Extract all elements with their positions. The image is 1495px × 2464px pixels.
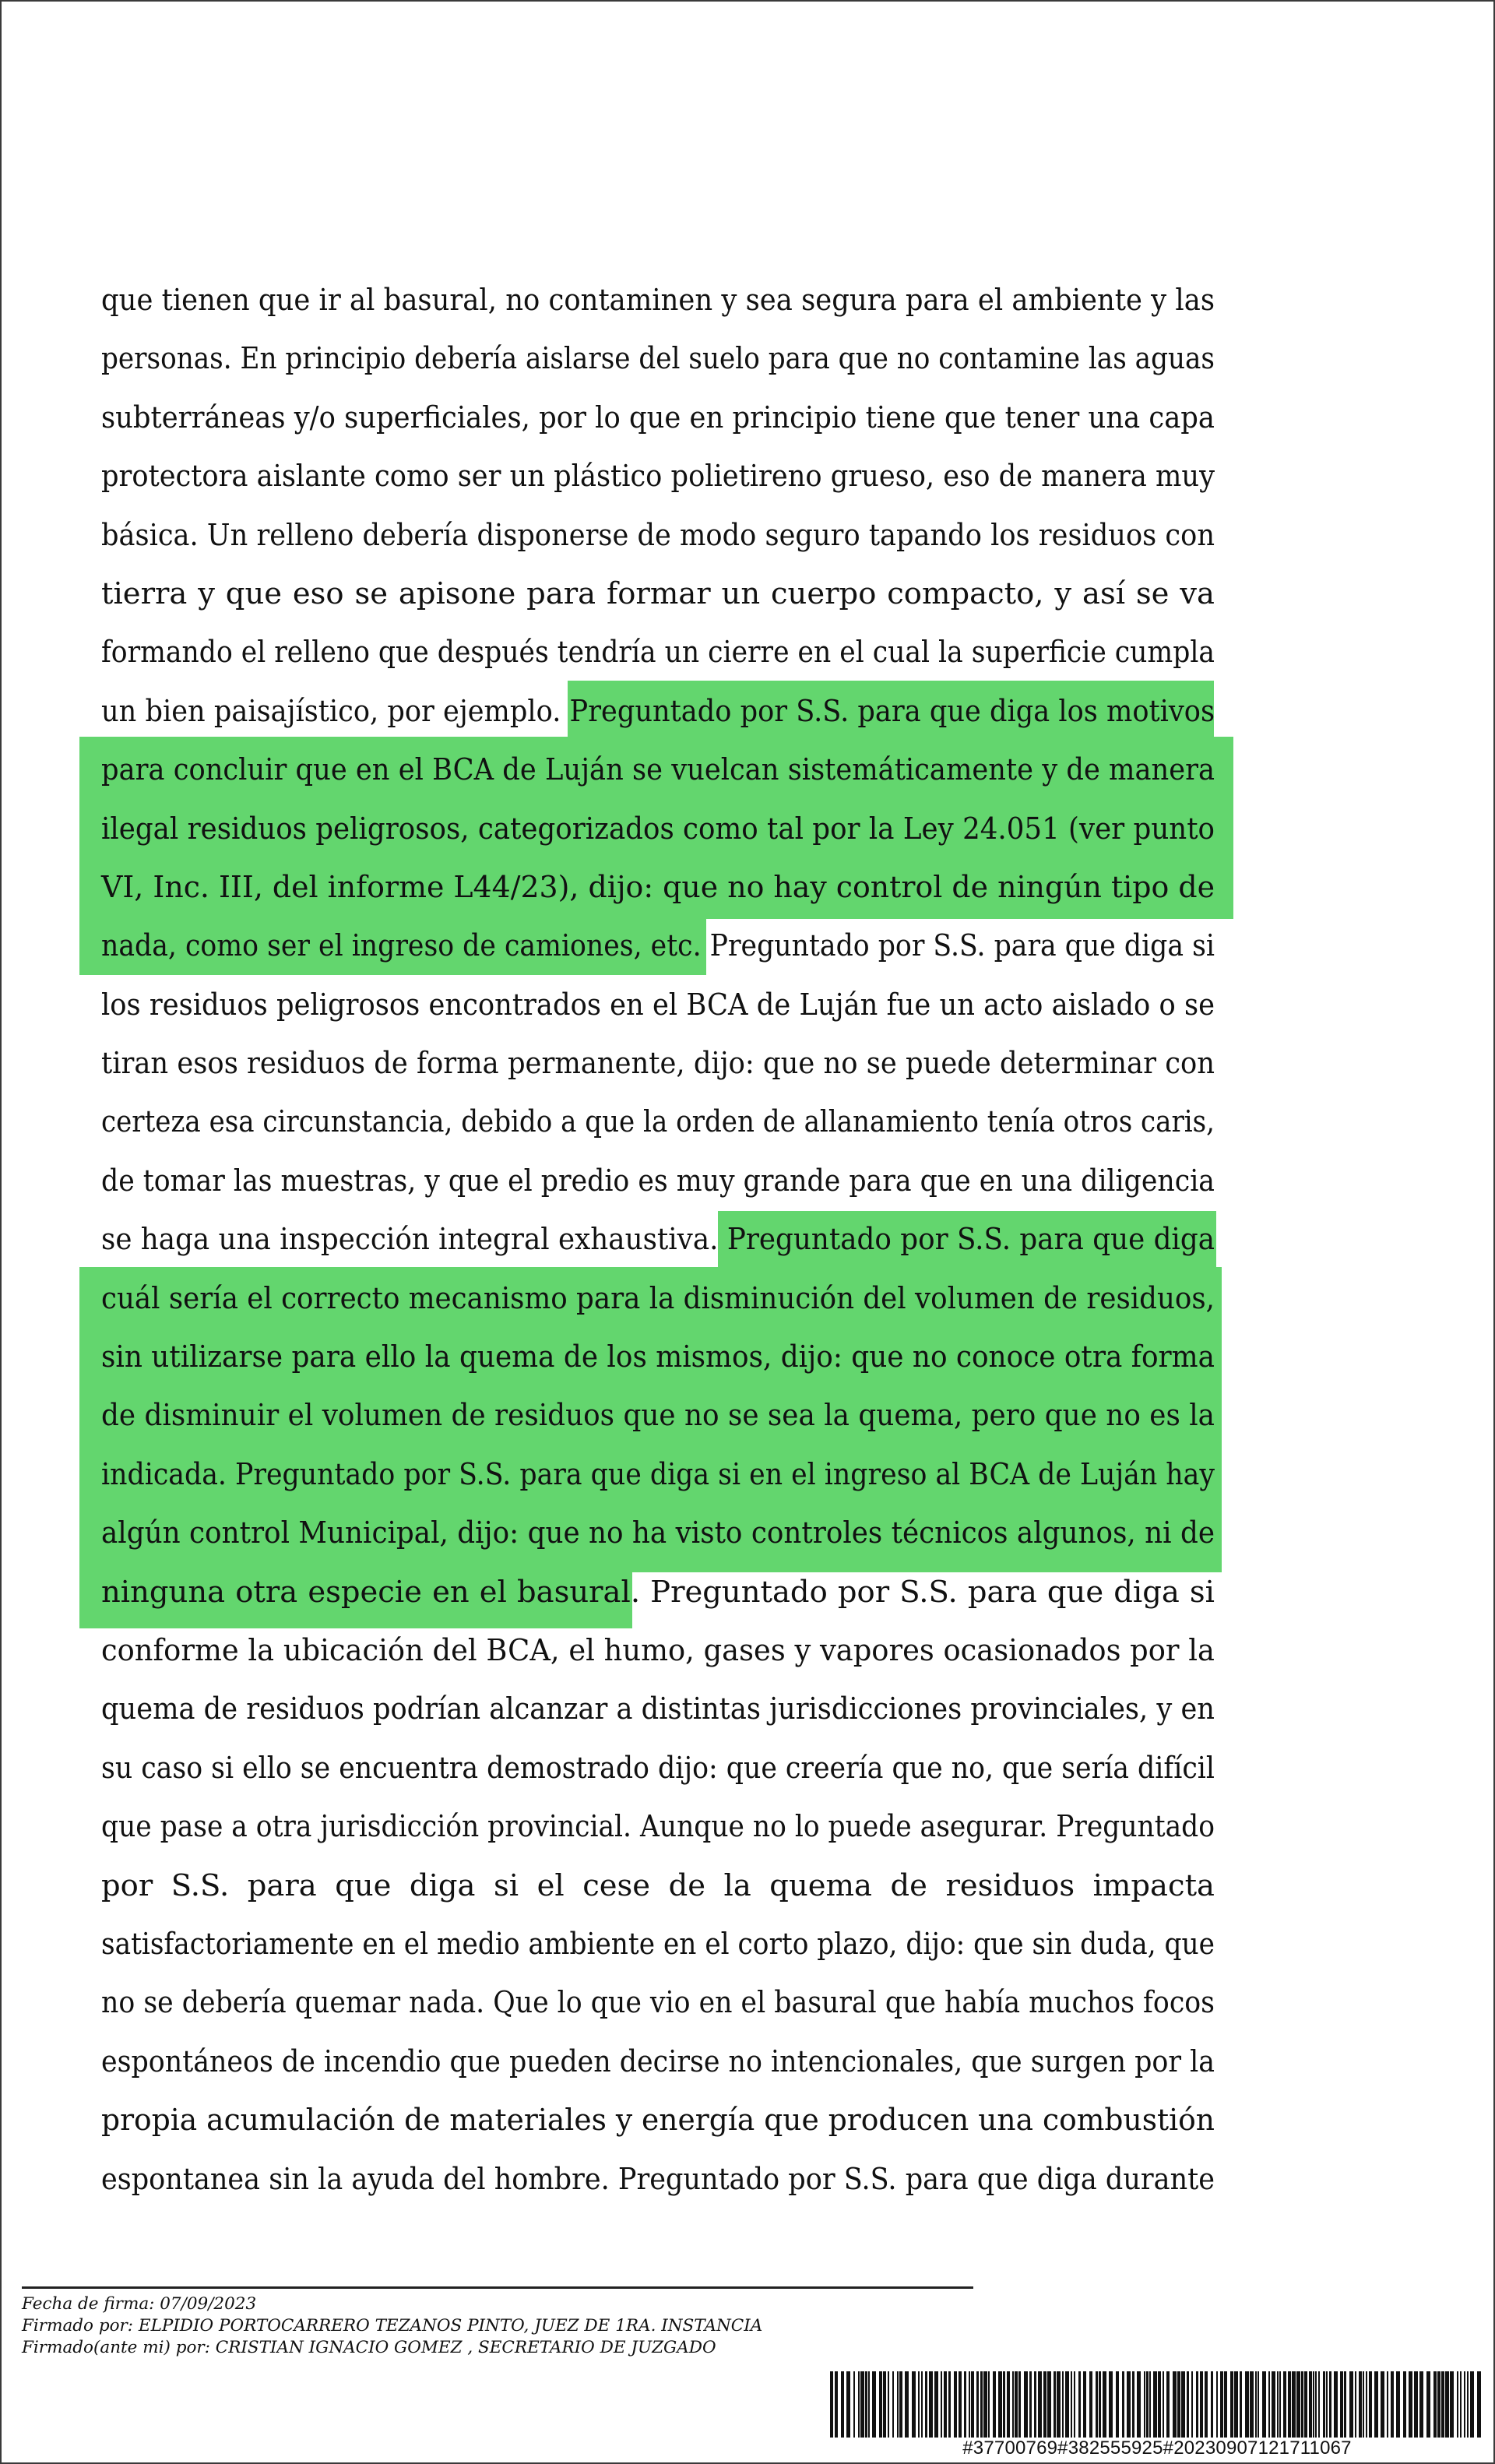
body-line: formando el relleno que después tendría un cierre en el cual la superficie cumpla [101,635,1215,671]
barcode-bar [1272,2371,1275,2438]
barcode-bar [1309,2371,1312,2438]
barcode-bar [918,2371,920,2438]
barcode-bar [1163,2371,1164,2438]
barcode-bar [983,2371,987,2438]
body-line: espontanea sin la ayuda del hombre. Preguntado por S.S. para que diga durante [101,2161,1215,2197]
barcode-bar [1144,2371,1145,2438]
barcode-bar [1262,2371,1266,2438]
barcode-bar [1047,2371,1051,2438]
barcode-bar [1122,2371,1124,2438]
barcode-bar [1177,2371,1180,2438]
barcode-bar [1181,2371,1185,2438]
barcode-bar [1296,2371,1300,2438]
barcode-bar [1340,2371,1343,2438]
barcode-bar [1464,2371,1465,2438]
body-line: para concluir que en el BCA de Luján se vuelcan sistemáticamente y de manera [101,752,1215,788]
body-line: ilegal residuos peligrosos, categorizados como tal por la Ley 24.051 (ver punto [101,811,1215,847]
signature-judge: Firmado por: ELPIDIO PORTOCARRERO TEZANOS PINTO, JUEZ DE 1RA. INSTANCIA [22,2316,763,2336]
barcode-bar [1089,2371,1092,2438]
barcode-bar [969,2371,970,2438]
barcode-bar [976,2371,979,2438]
barcode-bar [888,2371,889,2438]
body-line: propia acumulación de materiales y energía que producen una combustión [101,2103,1215,2138]
barcode-bar [1211,2371,1213,2438]
barcode-bar [1349,2371,1353,2438]
barcode-bar [1012,2371,1014,2438]
body-line: tiran esos residuos de forma permanente, dijo: que no se puede determinar con [101,1046,1215,1082]
barcode-bar [1460,2371,1462,2438]
barcode-bar [1018,2371,1021,2438]
barcode-bar [1369,2371,1372,2438]
barcode-bar [1283,2371,1286,2438]
barcode-bar [830,2371,833,2438]
body-line: VI, Inc. III, del informe L44/23), dijo: que no hay control de ningún tipo de [101,869,1215,905]
barcode-bar [853,2371,855,2438]
barcode-bar [1071,2371,1072,2438]
barcode-bar [897,2371,899,2438]
barcode-bar [941,2371,942,2438]
body-line: que tienen que ir al basural, no contaminen y sea segura para el ambiente y las [101,283,1215,318]
barcode-bar [1240,2371,1242,2438]
body-line: no se debería quemar nada. Que lo que vio en el basural que había muchos focos [101,1985,1215,2021]
barcode-bar [1301,2371,1303,2438]
barcode-bar [879,2371,882,2438]
body-line: cuál sería el correcto mecanismo para la disminución del volumen de residuos, [101,1280,1215,1316]
body-line: nada, como ser el ingreso de camiones, etc. Preguntado por S.S. para que diga si [101,928,1215,964]
barcode-bar [1099,2371,1101,2438]
barcode-bar [1359,2371,1362,2438]
body-line: sin utilizarse para ello la quema de los mismos, dijo: que no conoce otra forma [101,1339,1215,1375]
barcode-bar [1003,2371,1005,2438]
barcode-bar [835,2371,838,2438]
body-line: un bien paisajístico, por ejemplo. Preguntado por S.S. para que diga los motivos [101,693,1215,729]
barcode-bar [988,2371,990,2438]
barcode-bar [1366,2371,1367,2438]
barcode-bar [1096,2371,1098,2438]
barcode-bar [959,2371,962,2438]
barcode-bar [1396,2371,1400,2438]
barcode-bar [1419,2371,1423,2438]
barcode-bar [1477,2371,1481,2438]
barcode-bar [925,2371,927,2438]
barcode-bar [868,2371,870,2438]
body-line: indicada. Preguntado por S.S. para que diga si en el ingreso al BCA de Luján hay [101,1456,1215,1492]
barcode-bar [921,2371,923,2438]
barcode-bar [1387,2371,1388,2438]
barcode-bar [1034,2371,1036,2438]
barcode-bar [1268,2371,1270,2438]
barcode-bar [1132,2371,1134,2438]
body-line: conforme la ubicación del BCA, el humo, gases y vapores ocasionados por la [101,1632,1215,1668]
barcode-bar [1403,2371,1406,2438]
barcode-bar [1078,2371,1081,2438]
body-line: ninguna otra especie en el basural. Preguntado por S.S. para que diga si [101,1574,1215,1610]
barcode-bar [1467,2371,1469,2438]
barcode-bar [948,2371,951,2438]
barcode-bar [1441,2371,1444,2438]
barcode-bar [1062,2371,1064,2438]
barcode-bar [872,2371,876,2438]
barcode-bar [1103,2371,1106,2438]
barcode-bar [1007,2371,1010,2438]
body-line: espontáneos de incendio que pueden decirse no intencionales, que surgen por la [101,2043,1215,2079]
barcode-bar [1470,2371,1474,2438]
body-line: satisfactoriamente en el medio ambiente en el corto plazo, dijo: que sin duda, que [101,1926,1215,1962]
body-line: los residuos peligrosos encontrados en el BCA de Luján fue un acto aislado o se [101,987,1215,1023]
barcode-bar [1166,2371,1170,2438]
barcode-bar [1216,2371,1218,2438]
barcode-bar [1355,2371,1356,2438]
barcode-bar [980,2371,983,2438]
barcode-bar [1329,2371,1331,2438]
barcode-bar [1391,2371,1394,2438]
barcode-bar [1065,2371,1069,2438]
body-line: básica. Un relleno debería disponerse de modo seguro tapando los residuos con [101,517,1215,553]
barcode-bar [1445,2371,1449,2438]
barcode-bar [1313,2371,1314,2438]
barcode-bar [1279,2371,1281,2438]
barcode-bar [1158,2371,1161,2438]
barcode-bar [892,2371,894,2438]
barcode-bar [1381,2371,1384,2438]
barcode-bar [912,2371,916,2438]
barcode-bar [1255,2371,1257,2438]
barcode-bar [1250,2371,1254,2438]
body-line: subterráneas y/o superficiales, por lo que en principio tiene que tener una capa [101,400,1215,435]
body-line: de disminuir el volumen de residuos que no se sea la quema, pero que no es la [101,1398,1215,1434]
barcode-bar [1153,2371,1157,2438]
body-line: personas. En principio debería aislarse del suelo para que no contamine las aguas [101,341,1215,377]
barcode-bar [1414,2371,1418,2438]
barcode-bar [860,2371,864,2438]
barcode [830,2371,1484,2438]
barcode-bar [934,2371,938,2438]
signature-secretary: Firmado(ante mi) por: CRISTIAN IGNACIO GOMEZ , SECRETARIO DE JUZGADO [22,2338,716,2357]
body-line: certeza esa circunstancia, debido a que la orden de allanamiento tenía otros caris, [101,1104,1215,1140]
document-body-text [101,271,1215,2209]
barcode-bar [954,2371,957,2438]
barcode-bar [1433,2371,1437,2438]
body-line: se haga una inspección integral exhaustiva. Preguntado por S.S. para que diga [101,1222,1215,1258]
barcode-bar [971,2371,974,2438]
barcode-bar [1200,2371,1203,2438]
barcode-bar [1245,2371,1249,2438]
barcode-bar [1374,2371,1378,2438]
barcode-bar [841,2371,844,2438]
barcode-bar [1363,2371,1364,2438]
barcode-bar [1315,2371,1317,2438]
barcode-bar [944,2371,947,2438]
barcode-bar [1057,2371,1061,2438]
body-line: tierra y que eso se apisone para formar un cuerpo compacto, y así se va [101,576,1215,611]
barcode-bar [1258,2371,1259,2438]
body-line: que pase a otra jurisdicción provincial. Aunque no lo puede asegurar. Preguntado [101,1809,1215,1845]
barcode-bar [1205,2371,1208,2438]
body-line: algún control Municipal, dijo: que no ha visto controles técnicos algunos, ni de [101,1515,1215,1551]
barcode-bar [1318,2371,1320,2438]
barcode-bar [1116,2371,1119,2438]
barcode-bar [1024,2371,1028,2438]
barcode-bar [865,2371,867,2438]
barcode-bar [1196,2371,1198,2438]
body-line: quema de residuos podrían alcanzar a distintas jurisdicciones provinciales, y en [101,1691,1215,1727]
signature-footer [22,2293,878,2359]
barcode-bar [1015,2371,1018,2438]
body-line: protectora aislante como ser un plástico polietireno grueso, eso de manera muy [101,459,1215,495]
barcode-bar [1224,2371,1227,2438]
barcode-bar [1074,2371,1075,2438]
barcode-bar [1137,2371,1141,2438]
barcode-bar [1191,2371,1193,2438]
barcode-bar [1437,2371,1440,2438]
barcode-bar [1323,2371,1325,2438]
barcode-bar [858,2371,860,2438]
barcode-bar [1146,2371,1149,2438]
barcode-bar [1187,2371,1189,2438]
barcode-bar [1409,2371,1412,2438]
barcode-bar [1029,2371,1032,2438]
barcode-bar [1292,2371,1296,2438]
barcode-bar [905,2371,909,2438]
barcode-bar [1426,2371,1430,2438]
barcode-bar [1304,2371,1307,2438]
barcode-bar [964,2371,966,2438]
barcode-bar [1230,2371,1233,2438]
barcode-bar [1288,2371,1291,2438]
barcode-bar [998,2371,1002,2438]
barcode-bar [1109,2371,1113,2438]
barcode-bar [899,2371,902,2438]
barcode-bar [1326,2371,1328,2438]
barcode-bar [1220,2371,1223,2438]
barcode-bar [929,2371,933,2438]
body-line: de tomar las muestras, y que el predio es muy grande para que en una diligencia [101,1163,1215,1199]
barcode-bar [993,2371,996,2438]
signature-divider [22,2286,973,2289]
barcode-bar [1043,2371,1046,2438]
barcode-number: #37700769#382555925#20230907121711067 [962,2438,1352,2459]
barcode-bar [1083,2371,1086,2438]
barcode-bar [846,2371,850,2438]
barcode-bar [1457,2371,1458,2438]
barcode-bar [1038,2371,1042,2438]
body-line: su caso si ello se encuentra demostrado dijo: que creería que no, que sería difícil [101,1750,1215,1786]
body-line: por S.S. para que diga si el cese de la quema de residuos impacta [101,1867,1215,1903]
barcode-bar [1450,2371,1454,2438]
barcode-bar [1334,2371,1338,2438]
barcode-bar [1344,2371,1346,2438]
signature-date: Fecha de firma: 07/09/2023 [22,2294,257,2314]
barcode-bar [1149,2371,1151,2438]
barcode-bar [883,2371,886,2438]
barcode-bar [1054,2371,1056,2438]
barcode-bar [1277,2371,1279,2438]
barcode-bar [1173,2371,1177,2438]
barcode-bar [1234,2371,1238,2438]
barcode-bar [1127,2371,1131,2438]
